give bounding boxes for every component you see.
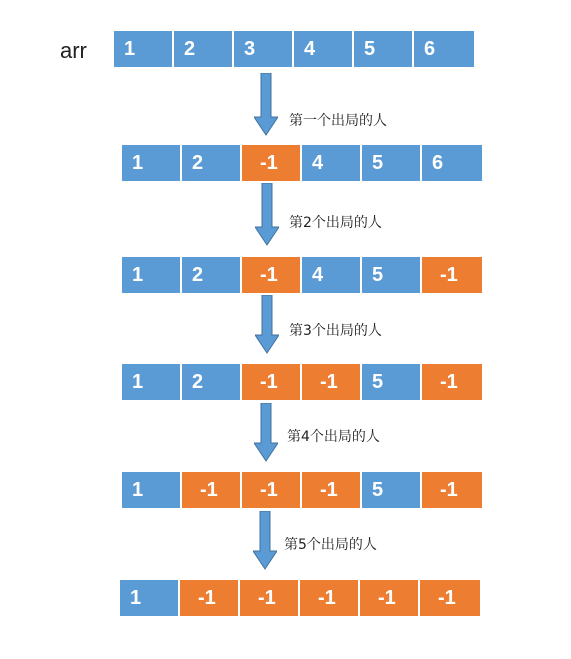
removed-cell: -1 <box>242 145 302 181</box>
array-row-1 <box>122 145 482 181</box>
array-cell: 6 <box>414 31 474 67</box>
down-arrow-icon <box>255 295 279 355</box>
array-cell: 1 <box>122 257 182 293</box>
removed-cell: -1 <box>360 580 420 616</box>
array-cell: 3 <box>234 31 294 67</box>
array-cell: 5 <box>362 257 422 293</box>
down-arrow-icon <box>254 73 278 137</box>
removed-cell: -1 <box>242 364 302 400</box>
removed-cell: -1 <box>422 364 482 400</box>
removed-cell: -1 <box>302 364 362 400</box>
array-cell: 6 <box>422 145 482 181</box>
down-arrow-icon <box>255 183 279 247</box>
removed-cell: -1 <box>302 472 362 508</box>
array-cell: 5 <box>362 472 422 508</box>
array-row-2 <box>122 257 482 293</box>
step-label: 第5个出局的人 <box>284 537 377 553</box>
array-cell: 1 <box>120 580 180 616</box>
array-cell: 4 <box>302 145 362 181</box>
array-row-4 <box>122 472 482 508</box>
array-cell: 1 <box>122 364 182 400</box>
array-row-3 <box>122 364 482 400</box>
step-label: 第4个出局的人 <box>287 429 380 445</box>
array-cell: 2 <box>182 145 242 181</box>
array-cell: 2 <box>174 31 234 67</box>
array-cell: 5 <box>354 31 414 67</box>
array-cell: 2 <box>182 364 242 400</box>
step-label: 第2个出局的人 <box>289 215 382 231</box>
array-row-5 <box>120 580 480 616</box>
array-cell: 2 <box>182 257 242 293</box>
array-cell: 4 <box>302 257 362 293</box>
step-label: 第3个出局的人 <box>289 323 382 339</box>
array-cell: 5 <box>362 364 422 400</box>
removed-cell: -1 <box>300 580 360 616</box>
array-label: arr <box>60 38 87 63</box>
down-arrow-icon <box>254 403 278 463</box>
array-cell: 4 <box>294 31 354 67</box>
removed-cell: -1 <box>242 472 302 508</box>
array-cell: 1 <box>122 145 182 181</box>
removed-cell: -1 <box>422 472 482 508</box>
array-cell: 5 <box>362 145 422 181</box>
removed-cell: -1 <box>422 257 482 293</box>
removed-cell: -1 <box>240 580 300 616</box>
removed-cell: -1 <box>180 580 240 616</box>
removed-cell: -1 <box>182 472 242 508</box>
down-arrow-icon <box>253 511 277 571</box>
array-cell: 1 <box>122 472 182 508</box>
array-cell: 1 <box>114 31 174 67</box>
removed-cell: -1 <box>242 257 302 293</box>
removed-cell: -1 <box>420 580 480 616</box>
step-label: 第一个出局的人 <box>289 113 387 129</box>
array-row-0 <box>114 31 474 67</box>
